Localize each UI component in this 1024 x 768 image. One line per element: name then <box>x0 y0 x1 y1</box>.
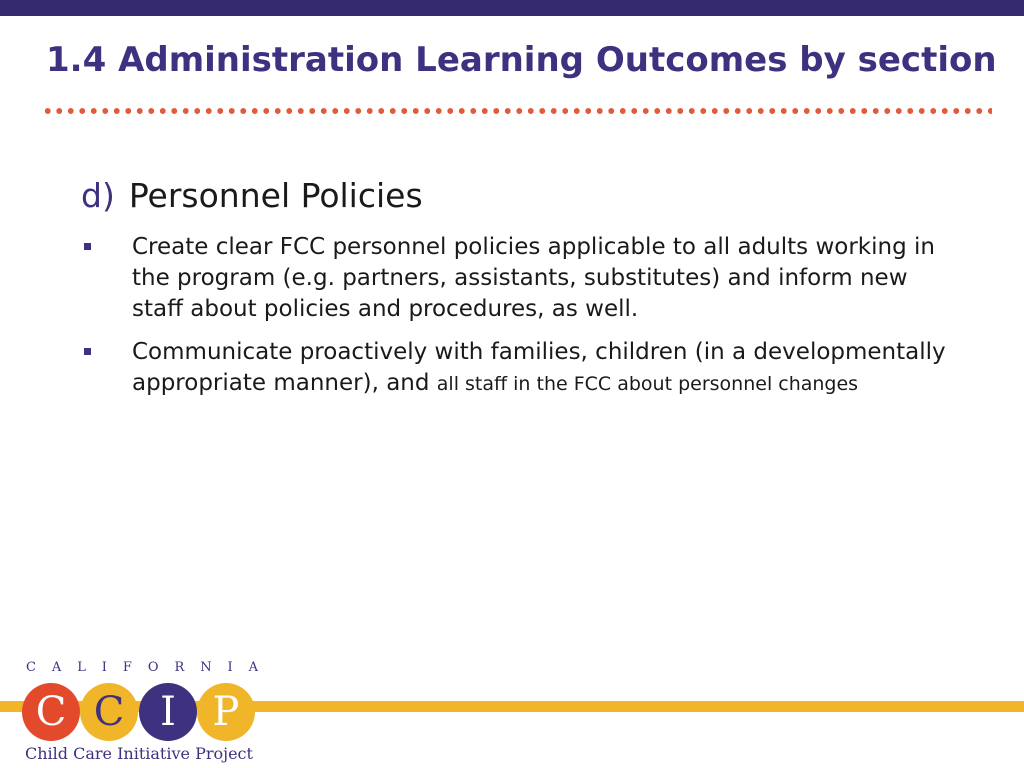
logo-letter: I <box>227 660 233 675</box>
logo-letter: I <box>101 660 107 675</box>
square-bullet-icon <box>84 243 91 250</box>
logo-initial: P <box>212 689 240 735</box>
logo-letter: R <box>174 660 185 675</box>
logo-circle-red <box>22 683 80 741</box>
bullet-text: Communicate proactively with families, children (in a developmentally appropriate manner), and <box>132 339 946 396</box>
bullet-text-small: all staff in the FCC about personnel changes <box>436 373 859 395</box>
logo-california-wordmark <box>26 660 258 675</box>
section-letter: d) <box>81 176 115 215</box>
square-bullet-icon <box>84 348 91 355</box>
bullet-list <box>82 232 962 411</box>
dotted-divider <box>42 106 992 116</box>
logo-letter: A <box>248 660 258 675</box>
logo-circle-purple <box>139 683 197 741</box>
logo-letter: A <box>51 660 62 675</box>
slide-title: 1.4 Administration Learning Outcomes by section <box>46 40 997 80</box>
top-bar <box>0 0 1024 16</box>
section-heading <box>81 176 423 216</box>
bullet-text: Create clear FCC personnel policies applicable to all adults working in the program (e.g. partners, assistants, substitutes) and inform new staff about policies and procedures, as well. <box>132 234 935 322</box>
logo-letter: N <box>200 660 212 675</box>
logo-letter: O <box>147 660 159 675</box>
logo-tagline: Child Care Initiative Project <box>25 744 253 763</box>
logo-circle-gold <box>80 683 138 741</box>
section-name: Personnel Policies <box>128 176 423 215</box>
bullet-item <box>82 337 962 399</box>
logo-initial: I <box>160 689 176 735</box>
logo-letter: L <box>77 660 86 675</box>
logo-initial: C <box>93 689 125 735</box>
logo-circle-gold <box>197 683 255 741</box>
logo-letter: F <box>122 660 132 675</box>
bullet-item <box>82 232 962 325</box>
logo-initial: C <box>35 689 67 735</box>
logo-letter: C <box>26 660 36 675</box>
